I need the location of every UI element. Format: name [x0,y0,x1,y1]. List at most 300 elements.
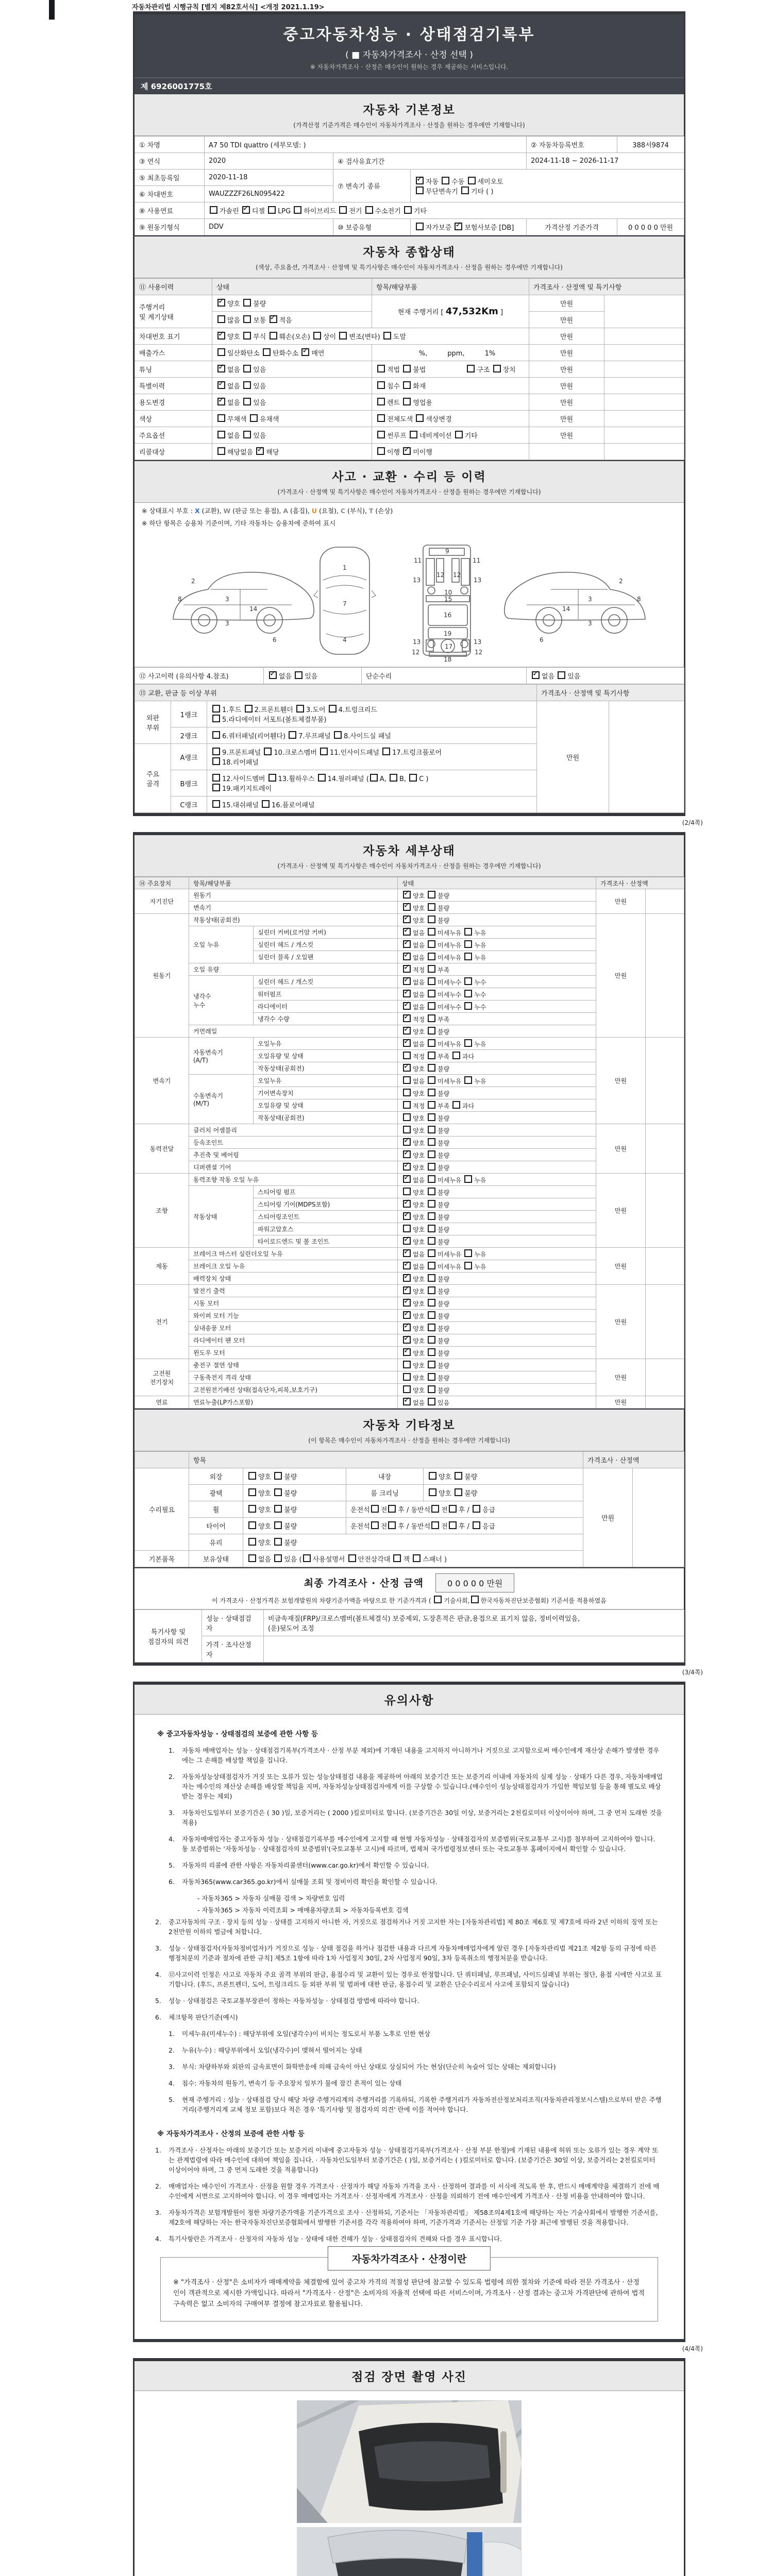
checkbox[interactable] [464,1175,472,1183]
checkbox[interactable] [243,315,251,323]
cell: ✓ 양호 불량 [398,1235,596,1248]
checkbox[interactable] [428,1336,435,1344]
table-row [135,685,684,701]
cell: 양호 불량 [243,1468,346,1485]
svg-text:8: 8 [637,596,641,603]
checkbox[interactable] [262,800,270,808]
checkbox[interactable] [268,774,276,782]
checkbox-checked[interactable] [403,1002,411,1010]
checkbox[interactable] [339,206,347,214]
checkbox[interactable] [274,1505,282,1513]
checkbox[interactable] [428,1324,435,1331]
svg-text:6: 6 [273,636,277,643]
checkbox[interactable] [428,1163,435,1171]
notice-list-1 [155,1745,663,2114]
checkbox[interactable] [263,348,271,356]
checkbox[interactable] [403,1076,411,1084]
checkbox[interactable] [428,1150,435,1158]
checkbox[interactable] [428,1002,435,1010]
checkbox[interactable] [212,748,220,755]
checkbox[interactable] [558,671,565,679]
checkbox[interactable] [428,1348,435,1356]
checkbox[interactable] [388,1505,396,1513]
checkbox-checked[interactable] [455,223,462,230]
notice-item-number: 2. [169,2046,175,2054]
cell: 추진축 및 베어링 [189,1149,398,1161]
detail-state-table [135,877,684,1409]
checkbox[interactable] [471,1596,479,1603]
checkbox[interactable] [243,299,251,307]
checkbox[interactable] [449,1521,457,1529]
svg-text:3: 3 [225,620,229,627]
notice-item [155,1745,663,1765]
cell: ✓ 적정 부족 [398,1013,596,1025]
checkbox[interactable] [473,1505,480,1513]
checkbox[interactable] [388,1521,396,1529]
checkbox[interactable] [428,1200,435,1208]
checkbox[interactable] [464,1002,472,1010]
checkbox[interactable] [428,1373,435,1381]
checkbox[interactable] [334,731,342,739]
checkbox-checked[interactable] [532,671,540,679]
checkbox[interactable] [217,447,225,455]
checkbox[interactable] [410,431,417,438]
checkbox[interactable] [455,431,463,438]
checkbox-checked[interactable] [403,916,411,923]
checkbox-checked[interactable] [270,315,277,323]
checkbox-checked[interactable] [217,365,225,372]
notice-item [155,2045,663,2055]
checkbox[interactable] [464,928,472,936]
cell: 무채색 유채색 [212,411,372,427]
checkbox[interactable] [264,748,272,755]
cell: 타이로드엔드 및 볼 조인트 [254,1235,398,1248]
checkbox-checked[interactable] [403,447,411,455]
checkbox[interactable] [403,1225,411,1232]
checkbox[interactable] [250,414,258,422]
svg-text:3: 3 [225,596,229,603]
checkbox[interactable] [320,748,328,755]
checkbox[interactable] [274,1554,282,1562]
checkbox[interactable] [403,381,411,389]
cell: 항목/해당부품 [189,877,398,889]
checkbox-checked[interactable] [256,447,264,455]
checkbox-checked[interactable] [403,1324,411,1331]
checkbox[interactable] [409,774,417,782]
checkbox[interactable] [268,206,276,214]
checkbox[interactable] [212,715,220,722]
checkbox[interactable] [274,1472,282,1480]
checkbox[interactable] [212,757,220,765]
page-marker-4: (4/4쪽) [682,2345,703,2352]
checkbox[interactable] [428,965,435,973]
checkbox[interactable] [428,916,435,923]
checkbox[interactable] [429,1472,436,1480]
checkbox[interactable] [428,1361,435,1368]
cell: 비금속재질(FRP)/크로스멤버(볼트체결식) 보증제외, 도장흔적은 판금,용접으로 표기치 않음, 정비이력있음, (운)뒷도어 조정 [264,1610,684,1636]
checkbox[interactable] [243,365,251,372]
cell: 양호 불량 [398,1223,596,1235]
checkbox-checked[interactable] [403,1311,411,1319]
checkbox[interactable] [428,1089,435,1096]
checkbox[interactable] [428,1299,435,1307]
checkbox[interactable] [248,1521,256,1529]
checkbox[interactable] [243,381,251,389]
checkbox[interactable] [428,1126,435,1133]
checkbox[interactable] [434,1596,442,1603]
checkbox-checked[interactable] [217,398,225,405]
checkbox[interactable] [243,398,251,405]
checkbox-checked[interactable] [242,206,250,214]
checkbox[interactable] [464,940,472,948]
checkbox-checked[interactable] [301,348,309,356]
checkbox[interactable] [449,1505,457,1513]
checkbox-checked[interactable] [403,1274,411,1282]
checkbox[interactable] [403,365,411,372]
checkbox[interactable] [464,990,472,997]
checkbox-checked[interactable] [403,1398,411,1405]
cell: B랭크 [171,770,207,796]
cell: 내장 [346,1468,424,1485]
checkbox[interactable] [403,1361,411,1368]
cell: ✓ 양호 불량 [398,1149,596,1161]
checkbox-checked[interactable] [403,1027,411,1035]
cell: ✓양호 불량 [212,295,372,312]
cell: ✓ 없음 미세누유 누유 [398,1038,596,1050]
notice-item-number: 3. [169,2063,175,2071]
checkbox[interactable] [295,671,303,679]
checkbox[interactable] [403,1089,411,1096]
checkbox[interactable] [248,1472,256,1480]
checkbox[interactable] [429,1488,436,1496]
checkbox-checked[interactable] [217,299,225,307]
checkbox[interactable] [212,800,220,808]
checkbox[interactable] [210,206,217,214]
checkbox[interactable] [248,1488,256,1496]
cell: 2020-11-18 [205,170,333,186]
cell [609,701,684,813]
checkbox[interactable] [212,784,220,791]
checkbox-checked[interactable] [403,965,411,973]
checkbox-checked[interactable] [403,1200,411,1208]
checkbox[interactable] [428,1249,435,1257]
checkbox[interactable] [428,990,435,997]
checkbox[interactable] [377,398,385,405]
notice-item-text: - 자동차365 > 자동차 실매물 검색 > 차량번호 입력 [197,1894,345,1902]
checkbox[interactable] [370,774,378,782]
checkbox[interactable] [428,891,435,899]
cell: 자기진단 [135,889,189,914]
checkbox[interactable] [428,928,435,936]
checkbox-checked[interactable] [403,1348,411,1356]
checkbox[interactable] [428,1274,435,1282]
checkbox[interactable] [365,206,373,214]
checkbox[interactable] [428,1039,435,1047]
checkbox-checked[interactable] [403,1039,411,1047]
cell [646,1038,684,1124]
notice-item-text: 미세누유(미세누수) : 해당부위에 오일(냉각수)이 비치는 정도로서 부품 노후로 인한 현상 [182,2030,431,2038]
checkbox[interactable] [428,1237,435,1245]
checkbox[interactable] [403,1052,411,1059]
checkbox[interactable] [274,1488,282,1496]
notice-item-text: 자동차365(www.car365.go.kr)에서 실매물 조회 및 정비이력 확인을 확인할 수 있습니다. [182,1878,438,1886]
checkbox[interactable] [212,774,220,782]
cell: 없음 있음 ( 사용설명서 안전삼각대 잭 스패너 ) [243,1551,583,1567]
table-row [135,1285,684,1297]
checkbox[interactable] [468,177,476,184]
cell: ✓ 양호 불량 [398,1211,596,1223]
checkbox[interactable] [329,705,337,713]
checkbox-checked[interactable] [403,903,411,911]
checkbox-checked[interactable] [403,1163,411,1171]
checkbox[interactable] [431,1521,439,1529]
checkbox[interactable] [217,315,225,323]
checkbox[interactable] [428,1014,435,1022]
checkbox[interactable] [473,1521,480,1529]
checkbox[interactable] [403,1101,411,1109]
checkbox[interactable] [428,953,435,960]
checkbox[interactable] [274,1538,282,1546]
checkbox[interactable] [464,953,472,960]
checkbox[interactable] [467,365,475,372]
checkbox[interactable] [377,365,385,372]
checkbox[interactable] [383,332,391,340]
checkbox-checked[interactable] [403,1237,411,1245]
checkbox-checked[interactable] [217,381,225,389]
cell: 만원 [529,361,604,378]
checkbox-checked[interactable] [403,940,411,948]
checkbox-checked[interactable] [403,990,411,997]
checkbox[interactable] [274,1521,282,1529]
checkbox-checked[interactable] [403,1336,411,1344]
checkbox[interactable] [428,1175,435,1183]
checkbox[interactable] [452,1052,460,1059]
checkbox[interactable] [217,414,225,422]
notice-item-text: - 자동차365 > 자동차 이력조회 > 매매용차량조회 > 자동차등록번호 검색 [197,1906,409,1914]
checkbox-checked[interactable] [403,977,411,985]
checkbox[interactable] [428,1398,435,1405]
notice-group2-title: ※ 자동차가격조사 · 산정의 보증에 관한 사항 등 [157,2130,305,2138]
checkbox[interactable] [428,1286,435,1294]
cell: ✓ 양호 불량 [398,1297,596,1310]
checkbox[interactable] [452,1101,460,1109]
checkbox[interactable] [294,206,301,214]
checkbox[interactable] [217,348,225,356]
checkbox[interactable] [243,332,251,340]
checkbox[interactable] [377,447,385,455]
checkbox[interactable] [428,940,435,948]
checkbox[interactable] [428,1385,435,1393]
checkbox[interactable] [243,431,251,438]
checkbox[interactable] [455,1472,462,1480]
checkbox-checked[interactable] [403,1064,411,1072]
checkbox-checked[interactable] [416,177,424,184]
checkbox-checked[interactable] [403,1262,411,1269]
final-price-row [135,1567,684,1609]
accident-history-table-grid [135,667,684,684]
cell: 발전기 출력 [189,1285,398,1297]
checkbox-checked[interactable] [217,332,225,340]
cell: ✓ 양호 불량 [398,1025,596,1038]
legend-part: (손상) [373,507,393,515]
svg-text:19: 19 [444,630,452,637]
cell: 커먼레일 [189,1025,398,1038]
checkbox[interactable] [245,705,253,713]
cell [529,444,604,460]
notice-item [155,1834,663,1854]
checkbox[interactable] [270,332,277,340]
notice-item-number: 3. [155,1944,161,1952]
checkbox[interactable] [403,1113,411,1121]
checkbox[interactable] [464,1039,472,1047]
checkbox[interactable] [217,431,225,438]
cell: ⑧ 사용연료 [135,202,205,219]
notice-item [155,1808,663,1827]
checkbox[interactable] [428,1311,435,1319]
checkbox[interactable] [428,1076,435,1084]
cell: 만원 [596,1248,646,1285]
table-row [135,1359,684,1371]
checkbox[interactable] [464,977,472,985]
notice-item-text: 자동차매매업자는 중고자동차 성능 · 상태점검기록부를 매수인에게 고지할 때 현행 자동차성능 · 상태점검자의 보증범위(국토교통부 고시)를 첨부하여 고지하여야 합니다. 동 보증범위는 '자동차성능 · 상태점검자의 보증범위'(국토교통부 고시)에 따르며, 법제처 국가법령정보센터 또는 국토교통부 홈페이지에서 확인할 수 있습니다. [182,1835,656,1853]
cell: 오일유량 및 상태 [254,1050,398,1062]
checkbox[interactable] [404,206,412,214]
cell [604,328,684,345]
checkbox[interactable] [428,1027,435,1035]
checkbox[interactable] [428,1101,435,1109]
checkbox-checked[interactable] [403,1014,411,1022]
panel-rank-table-grid [135,684,684,813]
checkbox[interactable] [371,1505,379,1513]
cell: 자가보증 ✓보험사보증 [DB] [411,219,527,235]
inspection-photo-hood [297,2400,522,2523]
cell: 렌트 영업용 [372,394,529,411]
checkbox[interactable] [377,431,385,438]
checkbox[interactable] [428,1138,435,1146]
cell: 색상 [135,411,212,427]
checkbox[interactable] [464,1076,472,1084]
checkbox[interactable] [464,1249,472,1257]
checkbox[interactable] [393,1554,401,1562]
checkbox[interactable] [428,1212,435,1220]
checkbox[interactable] [428,977,435,985]
cell: 등속조인트 [189,1137,398,1149]
checkbox-checked[interactable] [403,1212,411,1220]
checkbox-checked[interactable] [403,1175,411,1183]
table-row [135,1038,684,1050]
cell [604,361,684,378]
checkbox[interactable] [377,381,385,389]
checkbox-checked[interactable] [403,1150,411,1158]
checkbox[interactable] [296,705,304,713]
table-row [135,394,684,411]
cell: ✓ 없음 미세누유 누유 [398,926,596,939]
cell: 보유상태 [189,1551,243,1567]
checkbox[interactable] [455,1488,462,1496]
checkbox-checked[interactable] [403,928,411,936]
table-row [135,279,684,295]
cell: ✓ 양호 불량 [398,1285,596,1297]
checkbox[interactable] [318,774,326,782]
checkbox[interactable] [461,187,469,194]
checkbox[interactable] [464,1262,472,1269]
checkbox-checked[interactable] [403,1286,411,1294]
checkbox[interactable] [416,187,424,194]
checkbox[interactable] [403,1126,411,1133]
svg-text:17: 17 [445,643,453,650]
checkbox-checked[interactable] [403,1299,411,1307]
checkbox[interactable] [212,705,220,713]
checkbox[interactable] [390,774,397,782]
cell: 연료 [135,1396,189,1409]
table-row [135,1124,684,1137]
checkbox[interactable] [413,1554,421,1562]
cell: ✓ 없음 미세누수 누수 [398,1001,596,1013]
checkbox[interactable] [416,223,424,230]
checkbox[interactable] [428,903,435,911]
cell: 만원 [529,427,604,444]
cell: 외판 부위 [135,701,171,744]
checkbox[interactable] [248,1505,256,1513]
checkbox-checked[interactable] [403,1249,411,1257]
checkbox-checked[interactable] [403,891,411,899]
checkbox[interactable] [403,398,411,405]
checkbox[interactable] [403,1373,411,1381]
checkbox[interactable] [371,1521,379,1529]
checkbox[interactable] [428,1188,435,1195]
checkbox[interactable] [289,731,296,739]
svg-text:13: 13 [474,577,482,584]
checkbox[interactable] [339,332,347,340]
checkbox[interactable] [428,1225,435,1232]
notice-box [133,1682,685,2342]
checkbox[interactable] [428,1064,435,1072]
checkbox-checked[interactable] [403,1138,411,1146]
checkbox[interactable] [313,332,321,340]
checkbox[interactable] [248,1538,256,1546]
checkbox-checked[interactable] [269,671,277,679]
cell: 항목 [189,1452,583,1468]
checkbox[interactable] [382,748,390,755]
cell: ✓ 양호 불량 [398,1198,596,1211]
svg-text:1: 1 [343,564,347,571]
notice-body [135,1715,684,2339]
mileage-value: 47,532Km [445,306,498,317]
checkbox[interactable] [431,1505,439,1513]
cell: 가솔린 ✓디젤 LPG 하이브리드 전기 수소전기 기타 [205,202,684,219]
cell: 주행거리 및 계기상태 [135,295,212,328]
checkbox[interactable] [416,414,424,422]
checkbox[interactable] [248,1554,256,1562]
checkbox[interactable] [348,1554,356,1562]
checkbox[interactable] [403,1188,411,1195]
checkbox[interactable] [212,731,220,739]
cell: 스티어링조인트 [254,1211,398,1223]
checkbox[interactable] [493,365,501,372]
checkbox[interactable] [442,177,449,184]
checkbox[interactable] [377,414,385,422]
other-info-table-grid [135,1451,684,1567]
checkbox[interactable] [428,1113,435,1121]
checkbox[interactable] [428,1052,435,1059]
svg-text:14: 14 [249,605,258,613]
checkbox[interactable] [428,1262,435,1269]
checkbox[interactable] [303,1554,311,1562]
checkbox-checked[interactable] [403,953,411,960]
notice-item-number: 2. [155,2182,161,2190]
checkbox[interactable] [403,1385,411,1393]
cell: 상태 [398,877,596,889]
